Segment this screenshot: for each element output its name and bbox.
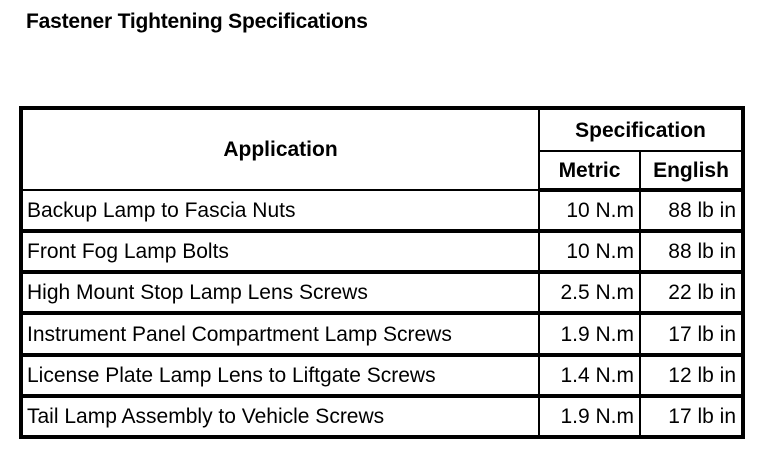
english-cell: 22 lb in (640, 272, 743, 313)
english-cell: 88 lb in (640, 231, 743, 272)
application-cell: License Plate Lamp Lens to Liftgate Screws (21, 355, 539, 396)
application-cell: Backup Lamp to Fascia Nuts (21, 190, 539, 231)
application-cell: Instrument Panel Compartment Lamp Screws (21, 313, 539, 354)
application-header: Application (21, 108, 539, 190)
table-row (21, 396, 743, 437)
english-cell: 17 lb in (640, 313, 743, 354)
english-cell: 17 lb in (640, 396, 743, 437)
application-cell: High Mount Stop Lamp Lens Screws (21, 272, 539, 313)
application-cell: Tail Lamp Assembly to Vehicle Screws (21, 396, 539, 437)
metric-cell: 10 N.m (539, 231, 640, 272)
metric-cell: 1.9 N.m (539, 396, 640, 437)
table-row (21, 231, 743, 272)
table-row (21, 313, 743, 354)
application-cell: Front Fog Lamp Bolts (21, 231, 539, 272)
metric-cell: 2.5 N.m (539, 272, 640, 313)
table-row (21, 355, 743, 396)
english-cell: 12 lb in (640, 355, 743, 396)
metric-header: Metric (539, 151, 640, 190)
table-row (21, 272, 743, 313)
metric-cell: 1.4 N.m (539, 355, 640, 396)
fastener-spec-table (19, 106, 745, 439)
table-row (21, 190, 743, 231)
specification-header: Specification (539, 108, 743, 151)
metric-cell: 1.9 N.m (539, 313, 640, 354)
metric-cell: 10 N.m (539, 190, 640, 231)
page-title: Fastener Tightening Specifications (26, 10, 368, 33)
english-cell: 88 lb in (640, 190, 743, 231)
english-header: English (640, 151, 743, 190)
